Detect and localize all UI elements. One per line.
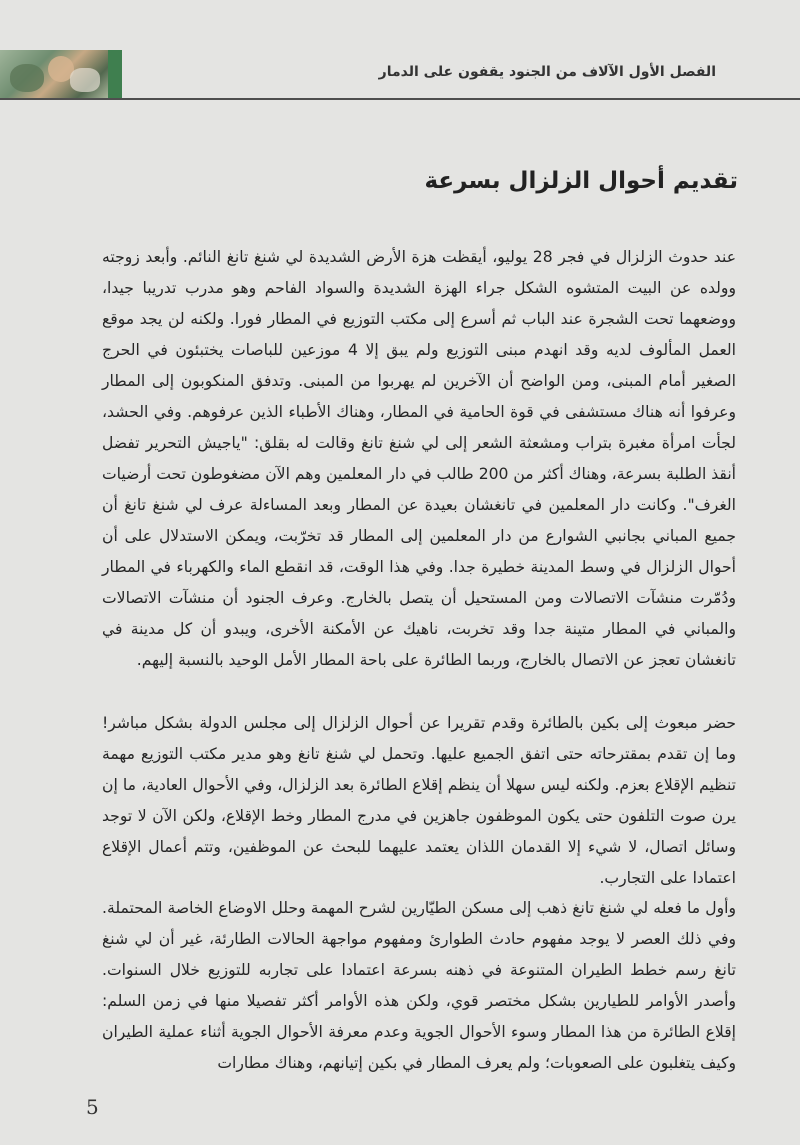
chapter-title: الفصل الأول الآلاف من الجنود يقفون على الدمار [378,64,716,80]
body-paragraph [102,893,736,1079]
photo-detail [70,68,100,92]
header-photo [0,50,108,98]
page-number: 5 [86,1095,99,1119]
paragraph-text: عند حدوث الزلزال في فجر 28 يوليو، أيقظت هزة الأرض الشديدة لي شنغ تانغ النائم. وأبعد زوجته وولده عن البيت المتشوه الشكل جراء الهزة الشديدة والسواد الفاحم وهو مدرب تدريبا جيدا، ووضعهما تحت الشجرة عند الباب ثم أسرع إلى مكتب التوزيع في المطار فورا. ولكنه لن يجد موقع العمل المألوف لديه وقد انهدم مبنى التوزيع ولم يبق إلا 4 موزعين للباصات يختبئون في الحرج الصغير أمام المبنى، ومن الواضح أن الآخرين لم يهربوا من المبنى. وتدفق المنكوبون إلى المطار وعرفوا أنه هناك مستشفى في قوة الحامية في المطار، وهناك الأطباء الذين عرفوهم. وفي الحشد، لجأت امرأة مغبرة بتراب ومشعثة الشعر إلى لي شنغ تانغ وقالت له بقلق: "ياجيش التحرير تفضل أنقذ الطلبة بسرعة، وهناك أكثر من 200 طالب في دار المعلمين وهم الآن مضغوطون تحت أرضيات الغرف". وكانت دار المعلمين في تانغشان بعيدة عن المطار وبعد المساءلة عرف لي شنغ تانغ أن جميع المباني بجانبي الشوارع من دار المعلمين إلى المطار قد تخرّبت، ويمكن الاستدلال على أن أحوال الزلزال في وسط المدينة خطيرة جدا. وفي هذا الوقت، قد انقطع الماء والكهرباء في المطار ودُمّرت منشآت الاتصالات ومن المستحيل أن يتصل بالخارج. وعرف الجنود أن منشآت الاتصالات والمباني في المطار متينة جدا وقد تخربت، ناهيك عن الأمكنة الأخرى، ويبدو أن كل مدينة في تانغشان تعجز عن الاتصال بالخارج، وربما الطائرة على باحة المطار الأمل الوحيد بالنسبة إليهم. [102,248,736,669]
photo-detail [10,64,44,92]
body-paragraph [102,708,736,894]
chapter-header [0,50,800,100]
header-accent-strip [108,50,122,98]
body-paragraph [102,242,736,676]
section-heading: تقديم أحوال الزلزال بسرعة [424,168,738,194]
paragraph-text: حضر مبعوث إلى بكين بالطائرة وقدم تقريرا عن أحوال الزلزال إلى مجلس الدولة بشكل مباشر! وما إن تقدم بمقترحاته حتى اتفق الجميع عليها. وتحمل لي شنغ تانغ وهو مدير مكتب التوزيع مهمة تنظيم الإقلاع بعزم. ولكنه ليس سهلا أن ينظم إقلاع الطائرة بعد الزلزال، وفي الأحوال العادية، ما إن يرن صوت التلفون حتى يكون الموظفون جاهزين في مدرج المطار وخط الإقلاع، ولكن الآن لا توجد وسائل اتصال، لا شيء إلا القدمان اللذان يعتمد عليهما للبحث عن الموظفين، وتتم أعمال الإقلاع اعتمادا على التجارب. [102,714,736,887]
paragraph-text: وأول ما فعله لي شنغ تانغ ذهب إلى مسكن الطيّارين لشرح المهمة وحلل الاوضاع الخاصة المحتملة. وفي ذلك العصر لا يوجد مفهوم حادث الطوارئ ومفهوم مواجهة الحالات الطارئة، غير أن لي شنغ تانغ رسم خطط الطيران المتنوعة في ذهنه بسرعة اعتمادا على تجاربه للتوزيع خلال السنوات. وأصدر الأوامر للطيارين بشكل مختصر قوي، ولكن هذه الأوامر أكثر تفصيلا منها في زمن السلم: إقلاع الطائرة من هذا المطار وسوء الأحوال الجوية وعدم معرفة الأحوال الجوية أثناء عملية الطيران وكيف يتغلبون على الصعوبات؛ ولم يعرف المطار في بكين إتيانهم، وهناك مطارات [102,899,736,1072]
